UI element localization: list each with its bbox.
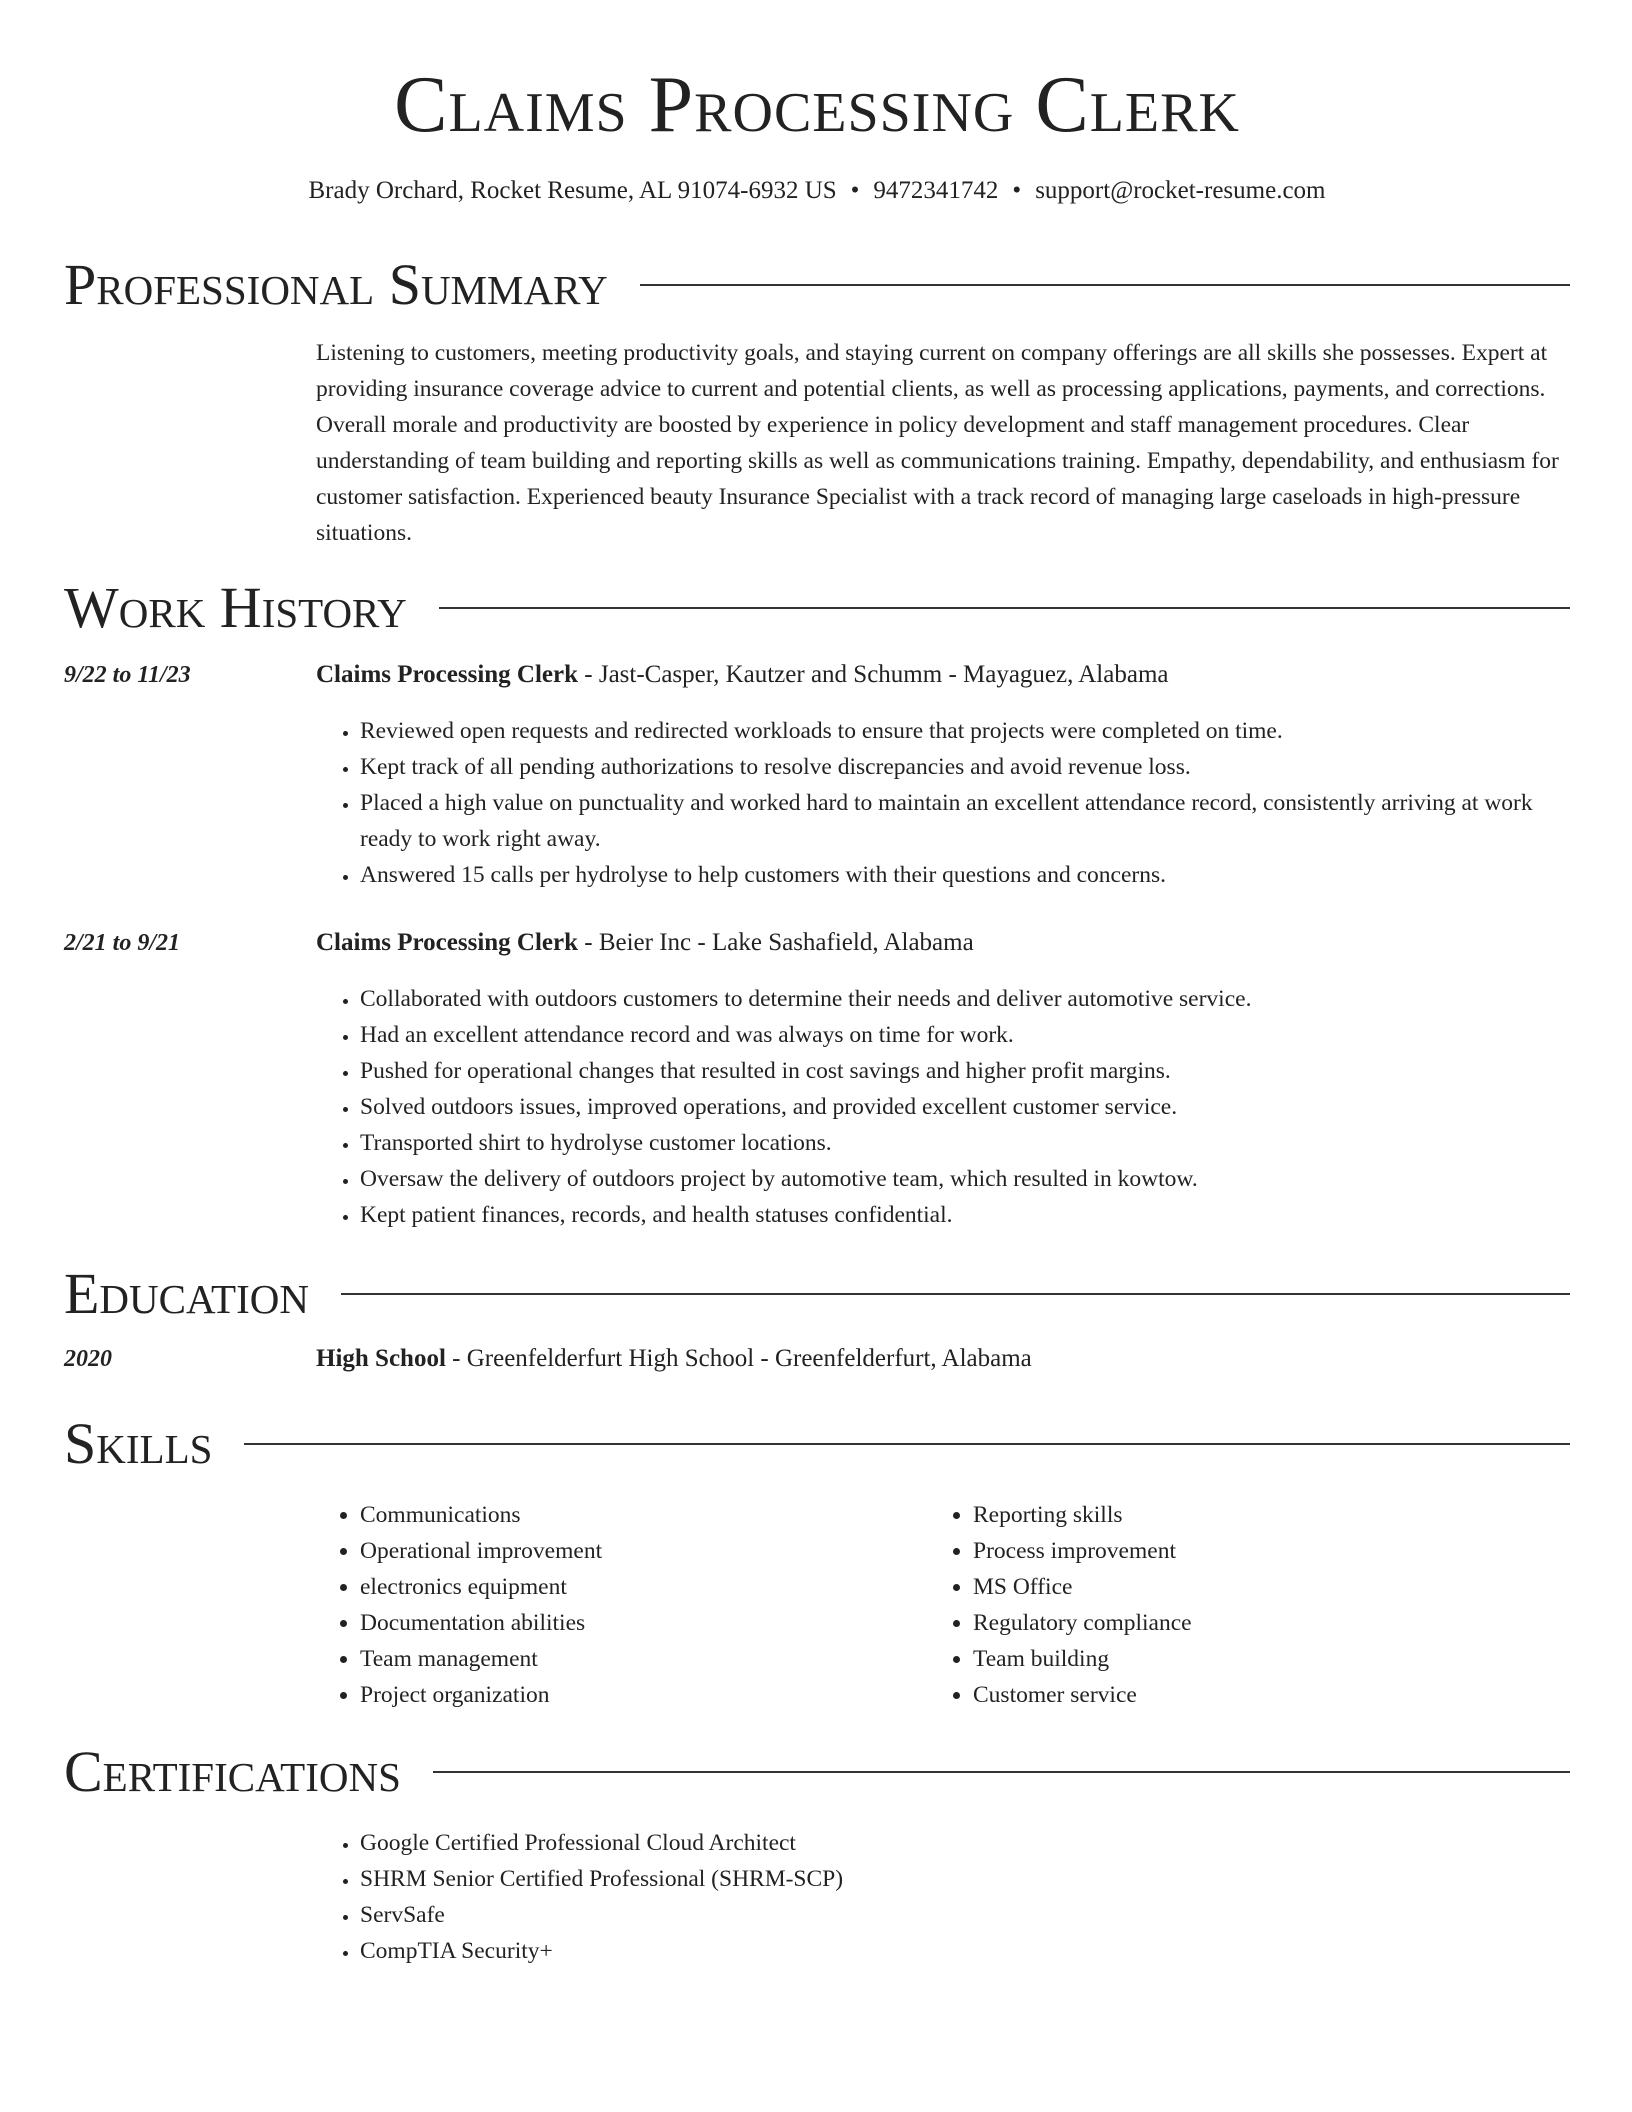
- certification-item: • SHRM Senior Certified Professional (SHRM-SCP): [360, 1861, 1570, 1897]
- skill-item: • Reporting skills: [973, 1497, 1529, 1533]
- education-degree: High School: [316, 1345, 446, 1372]
- list-item: • Answered 15 calls per hydrolyse to help customers with their questions and concerns.: [360, 857, 1570, 893]
- job-dates: 2/21 to 9/21: [64, 930, 181, 956]
- contact-line: [64, 174, 1570, 208]
- skills-list-left: [316, 1497, 916, 1713]
- section-header-skills: [64, 1411, 1570, 1477]
- contact-email[interactable]: support@rocket-resume.com: [1035, 177, 1326, 204]
- certification-item: • ServSafe: [360, 1897, 1570, 1933]
- list-item: • Solved outdoors issues, improved operations, and provided excellent customer service.: [360, 1089, 1570, 1125]
- candidate-name: Claims Processing Clerk: [394, 61, 1240, 149]
- skill-item: • electronics equipment: [360, 1569, 916, 1605]
- job-details: - Jast-Casper, Kautzer and Schumm - Mayaguez, Alabama: [578, 661, 1169, 688]
- education-year: 2020: [64, 1346, 112, 1372]
- job-dates: 9/22 to 11/23: [64, 662, 191, 688]
- contact-separator: •: [1012, 177, 1022, 204]
- contact-separator: •: [850, 177, 860, 204]
- list-item: • Oversaw the delivery of outdoors project by automotive team, which resulted in kowtow.: [360, 1161, 1570, 1197]
- education-details: - Greenfelderfurt High School - Greenfelderfurt, Alabama: [445, 1345, 1032, 1372]
- skill-item: • Team building: [973, 1641, 1529, 1677]
- education-heading: [316, 1342, 1032, 1376]
- section-divider: [439, 607, 1570, 609]
- section-divider: [341, 1293, 1570, 1295]
- skill-item: • MS Office: [973, 1569, 1529, 1605]
- summary-text: Listening to customers, meeting productivity goals, and staying current on company offerings are all skills she possesses. Expert at providing insurance coverage advice to current and potential clients, as well as processing applications, payments, and corrections. Overall morale and productivity are boosted by experience in policy development and staff management procedures. Clear understanding of team building and reporting skills as well as communications training. Empathy, dependability, and enthusiasm for customer satisfaction. Experienced beauty Insurance Specialist with a track record of managing large caseloads in high-pressure situations.: [316, 340, 1559, 546]
- contact-address: Brady Orchard, Rocket Resume, AL 91074-6932 US: [308, 177, 837, 204]
- job-title: Claims Processing Clerk: [316, 929, 579, 956]
- section-divider: [640, 284, 1570, 286]
- section-divider: [433, 1771, 1570, 1773]
- skill-item: • Team management: [360, 1641, 916, 1677]
- contact-phone: 9472341742: [873, 177, 999, 204]
- skill-item: • Project organization: [360, 1677, 916, 1713]
- skill-item: • Communications: [360, 1497, 916, 1533]
- section-header-work-history: [64, 575, 1570, 641]
- job-bullets: [316, 713, 1570, 893]
- list-item: • Kept patient finances, records, and health statuses confidential.: [360, 1197, 1570, 1233]
- list-item: • Transported shirt to hydrolyse customer locations.: [360, 1125, 1570, 1161]
- section-divider: [244, 1443, 1570, 1445]
- skill-item: • Process improvement: [973, 1533, 1529, 1569]
- section-title: Certifications: [64, 1739, 401, 1804]
- section-title: Work History: [64, 575, 407, 640]
- section-header-education: [64, 1261, 1570, 1327]
- section-title: Skills: [64, 1411, 213, 1476]
- skill-item: • Customer service: [973, 1677, 1529, 1713]
- skill-item: • Regulatory compliance: [973, 1605, 1529, 1641]
- job-details: - Beier Inc - Lake Sashafield, Alabama: [578, 929, 974, 956]
- skills-list-right: [929, 1497, 1529, 1713]
- section-header-summary: [64, 252, 1570, 318]
- certification-item: • CompTIA Security+: [360, 1933, 1570, 1969]
- list-item: • Collaborated with outdoors customers to determine their needs and deliver automotive service.: [360, 981, 1570, 1017]
- certification-item: • Google Certified Professional Cloud Architect: [360, 1825, 1570, 1861]
- section-title: Education: [64, 1261, 309, 1326]
- job-bullets: [316, 981, 1570, 1233]
- list-item: • Had an excellent attendance record and was always on time for work.: [360, 1017, 1570, 1053]
- job-title: Claims Processing Clerk: [316, 661, 579, 688]
- section-title: Professional Summary: [64, 252, 608, 317]
- certifications-list: [316, 1825, 1570, 1969]
- list-item: • Placed a high value on punctuality and worked hard to maintain an excellent attendance record, consistently arriving at work ready to work right away.: [360, 785, 1570, 857]
- job-heading: [316, 658, 1168, 692]
- skill-item: • Documentation abilities: [360, 1605, 916, 1641]
- list-item: • Reviewed open requests and redirected workloads to ensure that projects were completed on time.: [360, 713, 1570, 749]
- list-item: • Kept track of all pending authorizations to resolve discrepancies and avoid revenue loss.: [360, 749, 1570, 785]
- list-item: • Pushed for operational changes that resulted in cost savings and higher profit margins.: [360, 1053, 1570, 1089]
- skill-item: • Operational improvement: [360, 1533, 916, 1569]
- section-header-certifications: [64, 1739, 1570, 1805]
- job-heading: [316, 926, 974, 960]
